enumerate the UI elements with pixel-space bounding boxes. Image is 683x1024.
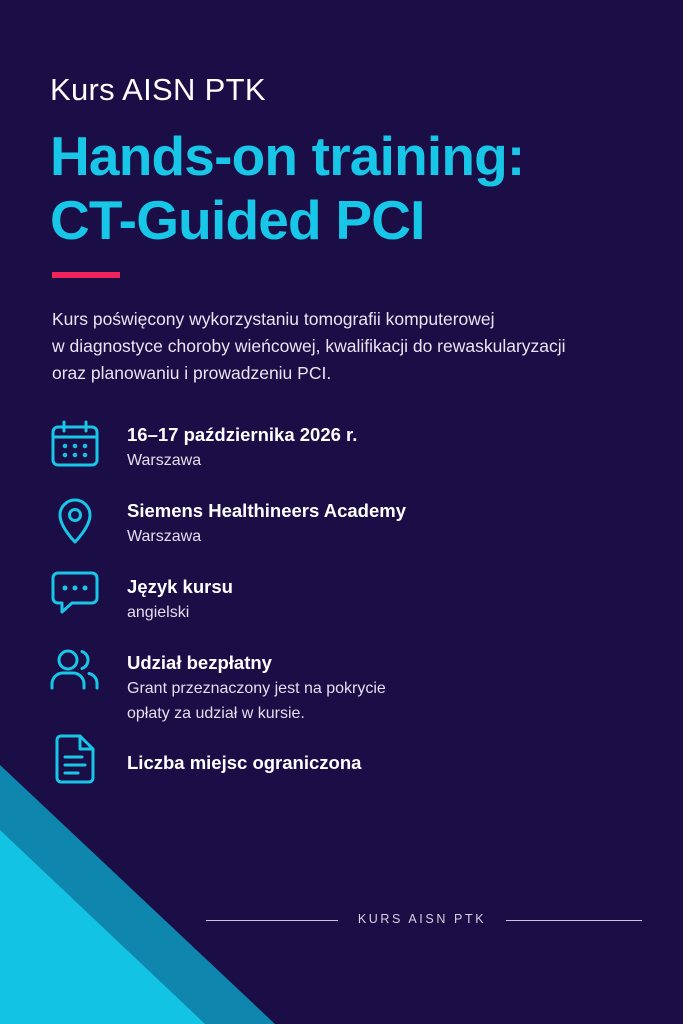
participation-note-line-1: Grant przeznaczony jest na pokrycie: [127, 680, 386, 697]
accent-bar: [52, 272, 120, 278]
course-kicker: Kurs AISN PTK: [50, 72, 266, 107]
footer-label: KURS AISN PTK: [357, 912, 487, 926]
venue-title: Siemens Healthineers Academy: [127, 500, 406, 521]
venue-city: Warszawa: [127, 528, 202, 545]
participation-title: Udział bezpłatny: [127, 652, 272, 673]
calendar-icon: [50, 420, 100, 470]
chat-bubble-icon: [50, 570, 100, 620]
footer-rule-left: [206, 920, 338, 921]
date-location: Warszawa: [127, 452, 202, 469]
language-value: angielski: [127, 604, 190, 621]
language-title: Język kursu: [127, 576, 233, 597]
title-line-1: Hands-on training:: [50, 125, 525, 187]
footer-rule-right: [506, 920, 642, 921]
seats-title: Liczba miejsc ograniczona: [127, 752, 362, 773]
document-icon: [50, 734, 100, 784]
description-line-1: Kurs poświęcony wykorzystaniu tomografii komputerowej: [52, 309, 495, 329]
users-icon: [50, 646, 100, 696]
course-description: [52, 306, 662, 387]
page-title: [50, 124, 670, 252]
participation-note-line-2: opłaty za udział w kursie.: [127, 705, 305, 722]
date-title: 16–17 października 2026 r.: [127, 424, 358, 445]
location-pin-icon: [50, 496, 100, 546]
title-line-2: CT-Guided PCI: [50, 189, 425, 251]
description-line-3: oraz planowaniu i prowadzeniu PCI.: [52, 363, 332, 383]
description-line-2: w diagnostyce choroby wieńcowej, kwalifikacji do rewaskularyzacji: [52, 336, 566, 356]
